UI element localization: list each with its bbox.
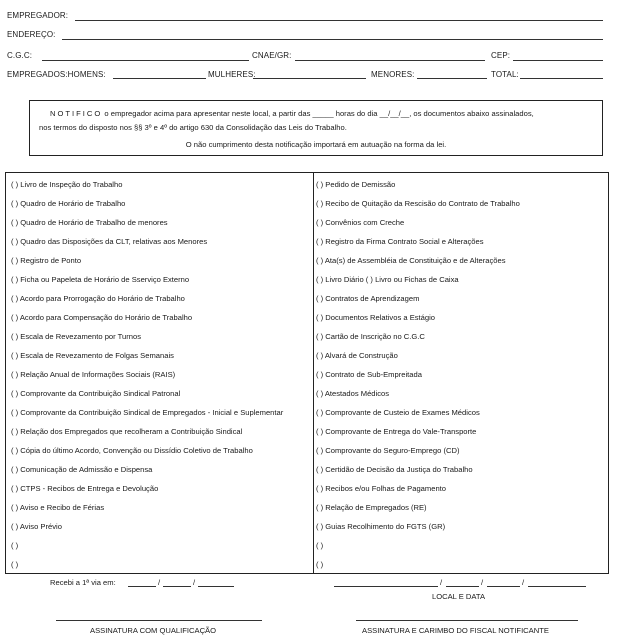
document-checkbox-item[interactable]: ( ) Acordo para Compensação do Horário de Trabalho xyxy=(11,313,193,322)
document-checkbox-item[interactable]: ( ) Ficha ou Papeleta de Horário de Sserviço Externo xyxy=(11,275,190,284)
document-checkbox-item[interactable]: ( ) Relação de Empregados (RE) xyxy=(316,503,427,512)
notice-keyword: NOTIFICO xyxy=(50,109,103,118)
cgc-field[interactable] xyxy=(42,60,249,61)
recebi-label: Recebi a 1ª via em: xyxy=(50,578,116,587)
mulheres-label: MULHERES: xyxy=(208,70,256,79)
notice-line-1-text: o empregador acima para apresentar neste local, a partir das _____ horas do dia __/__/__, os documentos abaixo assinalados, xyxy=(104,109,534,118)
cnae-label: CNAE/GR: xyxy=(252,51,292,60)
signature-fiscal-label: ASSINATURA E CARIMBO DO FISCAL NOTIFICANTE xyxy=(362,626,549,635)
local-year-field[interactable] xyxy=(528,586,586,587)
notice-line-3: O não cumprimento desta notificação importará em autuação na forma da lei. xyxy=(185,140,447,149)
notice-line-2: nos termos do disposto nos §§ 3º e 4º do artigo 630 da Consolidação das Leis do Trabalho. xyxy=(39,123,347,132)
document-checkbox-item[interactable]: ( ) Cartão de Inscrição no C.G.C xyxy=(316,332,425,341)
document-checkbox-item[interactable]: ( ) Relação dos Empregados que recolheram a Contribuição Sindical xyxy=(11,427,243,436)
document-checkbox-item[interactable]: ( ) Quadro de Horário de Trabalho de menores xyxy=(11,218,168,227)
recebi-day-field[interactable] xyxy=(128,586,156,587)
column-divider xyxy=(313,173,314,573)
document-checkbox-item[interactable]: ( ) Contrato de Sub-Empreitada xyxy=(316,370,422,379)
document-checkbox-item[interactable]: ( ) Escala de Revezamento de Folgas Semanais xyxy=(11,351,174,360)
total-field[interactable] xyxy=(520,78,603,79)
date-slash: / xyxy=(440,578,443,587)
date-slash: / xyxy=(481,578,484,587)
document-checkbox-item[interactable]: ( ) Certidão de Decisão da Justiça do Trabalho xyxy=(316,465,473,474)
document-checkbox-item[interactable]: ( ) Ata(s) de Assembléia de Constituição e de Alterações xyxy=(316,256,506,265)
document-checkbox-item[interactable]: ( ) Relação Anual de Informações Sociais (RAIS) xyxy=(11,370,176,379)
notification-box xyxy=(29,100,603,156)
document-checkbox-item[interactable]: ( ) Livro Diário ( ) Livro ou Fichas de Caixa xyxy=(316,275,459,284)
homens-field[interactable] xyxy=(113,78,206,79)
document-checkbox-item[interactable]: ( ) CTPS - Recibos de Entrega e Devolução xyxy=(11,484,159,493)
signature-qualificacao-label: ASSINATURA COM QUALIFICAÇÃO xyxy=(90,626,217,635)
document-checkbox-item[interactable]: ( ) xyxy=(11,560,19,569)
menores-label: MENORES: xyxy=(371,70,415,79)
document-checkbox-item[interactable]: ( ) Recibos e/ou Folhas de Pagamento xyxy=(316,484,447,493)
document-checkbox-item[interactable]: ( ) Escala de Revezamento por Turnos xyxy=(11,332,141,341)
cep-field[interactable] xyxy=(513,60,603,61)
recebi-year-field[interactable] xyxy=(198,586,234,587)
endereco-field[interactable] xyxy=(62,39,603,40)
document-checkbox-item[interactable]: ( ) Comprovante da Contribuição Sindical Patronal xyxy=(11,389,181,398)
document-checkbox-item[interactable]: ( ) Livro de Inspeção do Trabalho xyxy=(11,180,123,189)
document-checkbox-item[interactable]: ( ) xyxy=(316,541,324,550)
document-checkbox-item[interactable]: ( ) Registro da Firma Contrato Social e Alterações xyxy=(316,237,484,246)
document-checkbox-item[interactable]: ( ) Comunicação de Admissão e Dispensa xyxy=(11,465,153,474)
document-checkbox-item[interactable]: ( ) Guias Recolhimento do FGTS (GR) xyxy=(316,522,446,531)
document-checkbox-item[interactable]: ( ) Atestados Médicos xyxy=(316,389,390,398)
date-slash: / xyxy=(522,578,525,587)
document-checkbox-item[interactable]: ( ) Pedido de Demissão xyxy=(316,180,396,189)
recebi-month-field[interactable] xyxy=(163,586,191,587)
document-checkbox-item[interactable]: ( ) Comprovante de Custeio de Exames Médicos xyxy=(316,408,480,417)
document-checkbox-item[interactable]: ( ) Documentos Relativos a Estágio xyxy=(316,313,436,322)
date-slash: / xyxy=(158,578,161,587)
signature-fiscal-line[interactable] xyxy=(356,620,578,621)
document-checkbox-item[interactable]: ( ) xyxy=(11,541,19,550)
notice-line-1 xyxy=(50,109,534,118)
local-field[interactable] xyxy=(334,586,438,587)
document-checkbox-item[interactable]: ( ) Cópia do último Acordo, Convenção ou Dissídio Coletivo de Trabalho xyxy=(11,446,253,455)
document-checklist xyxy=(5,172,609,574)
document-checkbox-item[interactable]: ( ) Alvará de Construção xyxy=(316,351,398,360)
document-checkbox-item[interactable]: ( ) Comprovante da Contribuição Sindical de Empregados - Inicial e Suplementar xyxy=(11,408,284,417)
document-checkbox-item[interactable]: ( ) Aviso e Recibo de Férias xyxy=(11,503,105,512)
document-checkbox-item[interactable]: ( ) Comprovante de Entrega do Vale-Transporte xyxy=(316,427,477,436)
document-checkbox-item[interactable]: ( ) Quadro de Horário de Trabalho xyxy=(11,199,126,208)
cep-label: CEP: xyxy=(491,51,511,60)
right-document-column xyxy=(316,179,606,578)
mulheres-field[interactable] xyxy=(253,78,366,79)
total-label: TOTAL: xyxy=(491,70,519,79)
document-checkbox-item[interactable]: ( ) Acordo para Prorrogação do Horário de Trabalho xyxy=(11,294,185,303)
cgc-label: C.G.C: xyxy=(7,51,33,60)
empregador-label: EMPREGADOR: xyxy=(7,11,69,20)
empregador-field[interactable] xyxy=(75,20,603,21)
cnae-field[interactable] xyxy=(295,60,485,61)
document-checkbox-item[interactable]: ( ) Contratos de Aprendizagem xyxy=(316,294,420,303)
document-checkbox-item[interactable]: ( ) Quadro das Disposições da CLT, relativas aos Menores xyxy=(11,237,208,246)
document-checkbox-item[interactable]: ( ) Registro de Ponto xyxy=(11,256,82,265)
empregados-homens-label: EMPREGADOS:HOMENS: xyxy=(7,70,106,79)
endereco-label: ENDEREÇO: xyxy=(7,30,56,39)
local-month-field[interactable] xyxy=(487,586,520,587)
signature-qualificacao-line[interactable] xyxy=(56,620,262,621)
menores-field[interactable] xyxy=(417,78,487,79)
left-document-column xyxy=(11,179,309,578)
local-data-label: LOCAL E DATA xyxy=(432,592,486,601)
date-slash: / xyxy=(193,578,196,587)
document-checkbox-item[interactable]: ( ) Convênios com Creche xyxy=(316,218,405,227)
local-day-field[interactable] xyxy=(446,586,479,587)
document-checkbox-item[interactable]: ( ) Recibo de Quitação da Rescisão do Contrato de Trabalho xyxy=(316,199,520,208)
document-checkbox-item[interactable]: ( ) Comprovante do Seguro-Emprego (CD) xyxy=(316,446,460,455)
document-checkbox-item[interactable]: ( ) Aviso Prévio xyxy=(11,522,62,531)
document-checkbox-item[interactable]: ( ) xyxy=(316,560,324,569)
